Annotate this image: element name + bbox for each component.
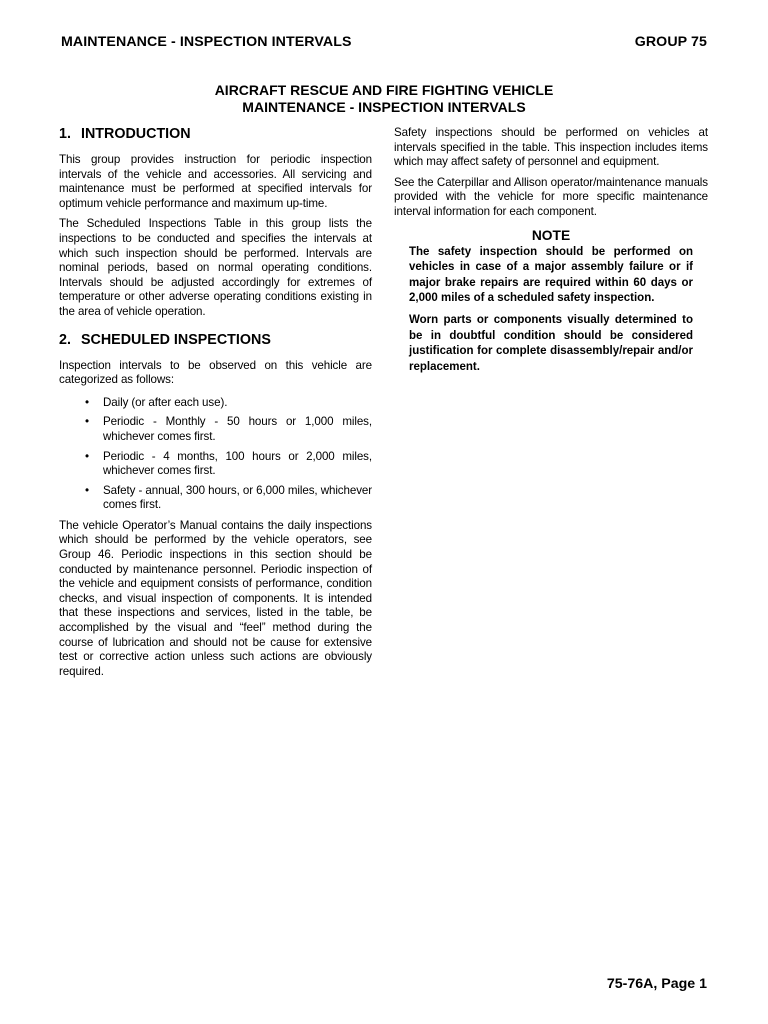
bullet-icon: •	[85, 415, 89, 429]
scheduled-closing-paragraph: The vehicle Operator’s Manual contains the daily inspections which should be performed by the vehicle operators, see Group 46. Periodic inspections in this section should be conducted by maintenance personnel. Periodic inspection of the vehicle and equipment consists of performance, condition checks, and visual inspection of components. It is intended that these inspections and services, listed in the table, be accomplished by the visual and “feel” method during the course of lubrication and should not be cause for extensive test or corrective action unless such actions are obviously required.	[59, 518, 372, 678]
list-item	[85, 450, 372, 479]
document-title-line1: AIRCRAFT RESCUE AND FIRE FIGHTING VEHICLE	[214, 82, 554, 98]
introduction-heading-text: INTRODUCTION	[81, 126, 191, 142]
list-item	[85, 396, 372, 411]
scheduled-inspections-number: 2.	[59, 331, 71, 348]
scheduled-inspections-heading	[59, 332, 372, 349]
introduction-heading	[59, 126, 372, 143]
note-paragraph-2: Worn parts or components visually determined to be in doubtful condition should be considered justification for complete disassembly/repair and/or replacement.	[409, 313, 693, 373]
bullet-icon: •	[85, 483, 89, 497]
introduction-paragraph-1: This group provides instruction for periodic inspection intervals of the vehicle and accessories. All servicing and maintenance must be performed at specified intervals for optimum vehicle performance and maximum up-time.	[59, 153, 372, 210]
list-item-text: Periodic - 4 months, 100 hours or 2,000 miles, whichever comes first.	[103, 449, 372, 478]
manuals-reference-paragraph: See the Caterpillar and Allison operator/maintenance manuals provided with the vehicle for more specific maintenance interval information for each component.	[394, 175, 708, 218]
header-group-label: GROUP 75	[634, 34, 707, 50]
list-item	[85, 415, 372, 444]
bullet-icon: •	[85, 395, 89, 409]
bullet-icon: •	[85, 449, 89, 463]
running-header	[61, 34, 707, 50]
document-title-line2: MAINTENANCE - INSPECTION INTERVALS	[242, 99, 526, 115]
introduction-number: 1.	[59, 126, 71, 142]
list-item	[85, 484, 372, 513]
scheduled-intro-paragraph: Inspection intervals to be observed on this vehicle are categorized as follows:	[59, 358, 372, 387]
note-block	[394, 245, 708, 376]
scheduled-inspections-heading-text: SCHEDULED INSPECTIONS	[81, 331, 271, 348]
list-item-text: Periodic - Monthly - 50 hours or 1,000 miles, whichever comes first.	[103, 415, 372, 443]
list-item-text: Daily (or after each use).	[103, 395, 228, 409]
list-item-text: Safety - annual, 300 hours, or 6,000 miles, whichever comes first.	[103, 483, 372, 512]
page-number: 75-76A, Page 1	[606, 976, 707, 992]
note-title: NOTE	[531, 227, 571, 243]
left-column	[59, 126, 372, 685]
note-paragraph-1: The safety inspection should be performed on vehicles in case of a major assembly failure or if major brake repairs are required within 60 days or 2,000 miles of a scheduled safety inspection.	[409, 245, 693, 305]
inspection-interval-list	[59, 396, 372, 513]
header-left-title: MAINTENANCE - INSPECTION INTERVALS	[61, 34, 352, 50]
right-column	[394, 126, 708, 381]
document-title	[0, 82, 768, 116]
safety-inspection-paragraph: Safety inspections should be performed on vehicles at intervals specified in the table. This inspection includes items which may affect safety of personnel and equipment.	[394, 126, 708, 169]
introduction-paragraph-2: The Scheduled Inspections Table in this group lists the inspections to be conducted and specifies the intervals at which such inspection should be performed. Intervals are nominal periods, based on normal operating conditions. Intervals should be adjusted accordingly for extremes of temperature or other adverse operating conditions existing in the area of vehicle operation.	[59, 217, 372, 318]
